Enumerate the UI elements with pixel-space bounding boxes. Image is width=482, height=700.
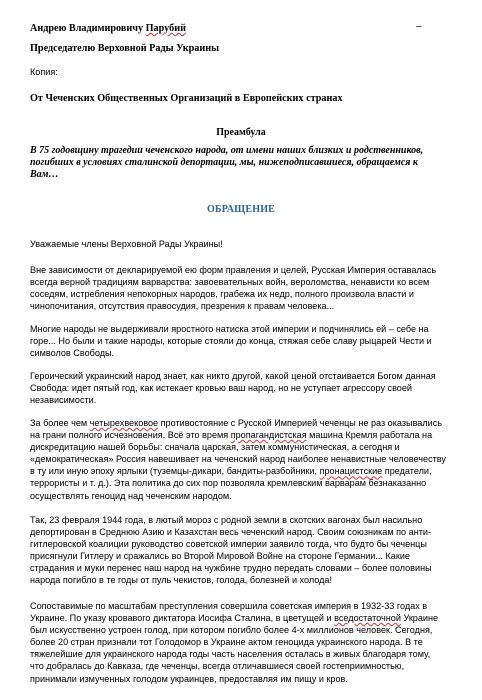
- paragraph-line: народа погибло в те годы от пуль чекистов, голода, болезней и холода!: [30, 575, 333, 586]
- preamble-title: Преамбула: [216, 127, 266, 138]
- preamble-line: погибших в условиях сталинской депортации, мы, нижеподписавшиеся, обращаемся к: [30, 156, 418, 168]
- paragraph-line: независимости.: [30, 395, 97, 406]
- paragraph-line: Так, 23 февраля 1944 года, в лютый мороз с родной земли в скотских вагонах был насильно: [30, 515, 423, 525]
- paragraph-line: Свобода: идет пятый год, как истекает кровью ваш народ, но не уступает агрессору своей: [30, 383, 412, 394]
- spellcheck-word: вседостаточной: [334, 613, 401, 624]
- paragraph-line: на грани полного исчезновения. Всё это время пропагандистская машина Кремля работала на: [30, 430, 433, 441]
- paragraph-line: тяжелейшие для украинского народа годы часть населения осталась в живых благодаря тому,: [30, 649, 431, 660]
- spellcheck-word: четырехвековое: [89, 418, 159, 428]
- paragraph-line: был искусственно устроен голод, при котором погибло более 4-х миллионов человек. Сегодня,: [30, 625, 433, 636]
- paragraph-line: принимали измученных голодом украинцев, предоставляя им пищу и кров.: [30, 673, 348, 684]
- paragraph-line: Украине. По указу кровавого диктатора Иосифа Сталина, в цветущей и вседостаточной Украине: [30, 613, 439, 624]
- paragraph-line: символов Свободы.: [30, 348, 115, 359]
- paragraph-5: [30, 514, 458, 587]
- paragraph-line: террористы и т. д.). Эта политика до сих пор позволяла кремлевским варварам безнаказанно: [30, 478, 427, 489]
- appeal-title: ОБРАЩЕНИЕ: [206, 204, 276, 215]
- paragraph-2: [30, 323, 458, 359]
- preamble-line: Вам…: [30, 168, 59, 180]
- spellcheck-word: Парубий: [145, 23, 186, 34]
- paragraph-line: Сопоставимые по масштабам преступления совершила советская империя в 1932-33 годах в: [30, 601, 428, 611]
- header-dash: –: [416, 21, 422, 32]
- paragraph-line: депортирован в Среднюю Азию и Казахстан весь чеченский народ. Своим союзникам по анти-: [30, 527, 431, 538]
- paragraph-6: [30, 600, 458, 685]
- paragraph-line: «демократическая» Россия навешивает на чеченский народ наиболее ненавистные человечеству: [30, 454, 446, 465]
- sender-line: От Чеченских Общественных Организаций в Европейских странах: [30, 93, 343, 104]
- paragraph-line: более 20 стран признали тот Голодомор в Украине актом геноцида украинского народа. В те: [30, 637, 423, 648]
- paragraph-line: Героический украинский народ знает, как никто другой, какой ценой отстаивается Богом данная: [30, 371, 436, 381]
- paragraph-line: осуществлять геноцид над чеченским народом.: [30, 490, 232, 501]
- spellcheck-word: пропагандистская: [230, 430, 307, 441]
- paragraph-line: страдания и муки перенес наш народ на чужбине трудно передать словами – более половины: [30, 563, 432, 574]
- paragraph-line: чинопочитания, отсутствия правосудия, презрения к правам человека...: [30, 301, 335, 312]
- paragraph-4: [30, 417, 458, 502]
- paragraph-line: в ту или иную эпоху ярлыки (туземцы-дикари, бандиты-разбойники, пронацистские предатели,: [30, 466, 432, 477]
- paragraph-line: соседям, истребления непокорных народов, грабежа их недр, полного произвола власти и: [30, 289, 414, 300]
- paragraph-line: присягнули Гитлеру и сражались во Второй Мировой Войне на стороне Германии... Какие: [30, 551, 410, 562]
- recipient-title: Председателю Верховной Рады Украины: [30, 43, 220, 54]
- paragraph-line: всегда верной традициям варварства: завоевательных войн, вероломства, ненависти ко всем: [30, 277, 430, 288]
- paragraph-line: За более чем четырехвековое противостояние с Русской Империей чеченцы не раз оказывались: [30, 418, 443, 428]
- paragraph-line: гитлеровской коалиции руководство советской империи заявило тогда, что будто бы чеченцы: [30, 539, 427, 550]
- spellcheck-word: пронацистские: [319, 466, 383, 477]
- preamble-text: [30, 145, 460, 181]
- copy-label: Копия:: [30, 67, 58, 77]
- paragraph-line: Многие народы не выдерживали яростного натиска этой империи и подчинялись ей – себе на: [30, 324, 429, 334]
- paragraph-line: что добралась до Кавказа, где чеченцы, всегда отличавшиеся своей гостеприимностью,: [30, 661, 405, 672]
- paragraph-1: [30, 264, 458, 312]
- paragraph-line: Вне зависимости от декларируемой ею форм правления и целей, Русская Империя оставалась: [30, 265, 437, 275]
- paragraph-line: горе... Но были и такие народы, которые стояли до конца, стяжая себе славу рыцарей Чести и: [30, 336, 432, 347]
- paragraph-3: [30, 370, 458, 406]
- paragraph-line: дискредитацию нашей борьбы: сначала царская, затем коммунистическая, а сегодня и: [30, 442, 400, 453]
- preamble-line: В 75 годовщину трагедии чеченского народа, от имени наших близких и родственников,: [30, 145, 424, 156]
- greeting: Уважаемые члены Верховной Рады Украины!: [30, 239, 223, 249]
- recipient-name: Андрею Владимировичу Парубий: [30, 23, 186, 34]
